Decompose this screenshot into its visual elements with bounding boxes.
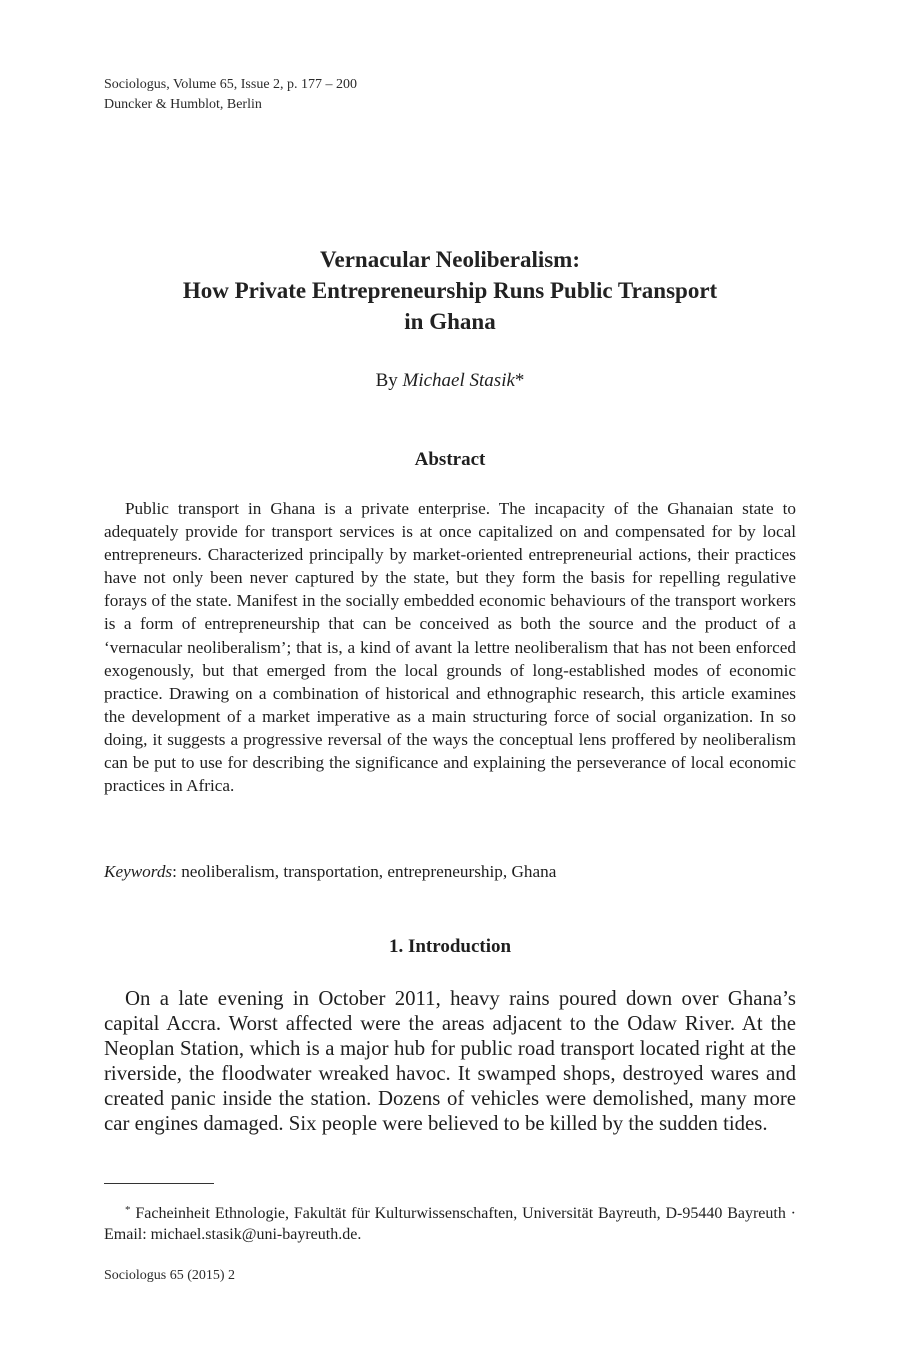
introduction-paragraph: On a late evening in October 2011, heavy rains poured down over Ghana’s capital Accra. Worst affected were the areas adjacent to the Odaw River. At the Neoplan Station, which is a major hub for public road transport located right at the riverside, the floodwater wreaked havoc. It swamped shops, destroyed wares and created panic inside the station. Dozens of vehicles were demolished, many more car engines damaged. Six people were believed to be killed by the sudden tides. [104, 987, 796, 1136]
title-line-2: How Private Entrepreneurship Runs Public Transport [182, 278, 718, 303]
article-title [100, 244, 800, 337]
keywords-line [104, 860, 796, 883]
publisher-line: Duncker & Humblot, Berlin [104, 97, 262, 112]
author-footnote-mark: * [514, 370, 525, 391]
author-name: Michael Stasik [402, 370, 515, 391]
title-line-1: Vernacular Neoliberalism: [320, 247, 580, 272]
abstract-heading: Abstract [414, 449, 486, 470]
footnote-separator [104, 1183, 214, 1184]
title-line-3: in Ghana [404, 309, 496, 334]
keywords-label: Keywords [104, 862, 173, 881]
footnote-text: Facheinheit Ethnologie, Fakultät für Kulturwissenschaften, Universität Bayreuth, D-95440 Bayreuth · Email: michael.stasik@uni-bayreuth.de. [104, 1205, 797, 1243]
journal-citation-line: Sociologus, Volume 65, Issue 2, p. 177 – 200 [104, 77, 358, 92]
footnote [104, 1200, 796, 1245]
page-footer-citation: Sociologus 65 (2015) 2 [104, 1268, 236, 1283]
keywords-list: : neoliberalism, transportation, entrepreneurship, Ghana [172, 862, 557, 881]
abstract-text: Public transport in Ghana is a private enterprise. The incapacity of the Ghanaian state to adequately provide for transport services is at once capitalized on and compensated for by local entrepreneurs. Characterized principally by market-oriented entrepreneurial actions, their practices have not only been never captured by the state, but they form the basis for repelling regulative forays of the state. Manifest in the socially embedded economic behaviours of the transport workers is a form of entrepreneurship that can be conceived as both the source and the product of a ‘vernacular neoliberalism’; that is, a kind of avant la lettre neoliberalism that has not been enforced exogenously, but that emerged from the local grounds of long-established modes of economic practice. Drawing on a combination of historical and ethnographic research, this article examines the development of a market imperative as a main structuring force of social organization. In so doing, it suggests a progressive reversal of the ways the conceptual lens proffered by neoliberalism can be put to use for describing the significance and explaining the perseverance of local economic practices in Africa. [104, 499, 796, 796]
footnote-mark: * [125, 1204, 131, 1216]
introduction-heading: 1. Introduction [388, 936, 512, 957]
byline [100, 369, 800, 393]
byline-prefix: By [375, 370, 398, 391]
